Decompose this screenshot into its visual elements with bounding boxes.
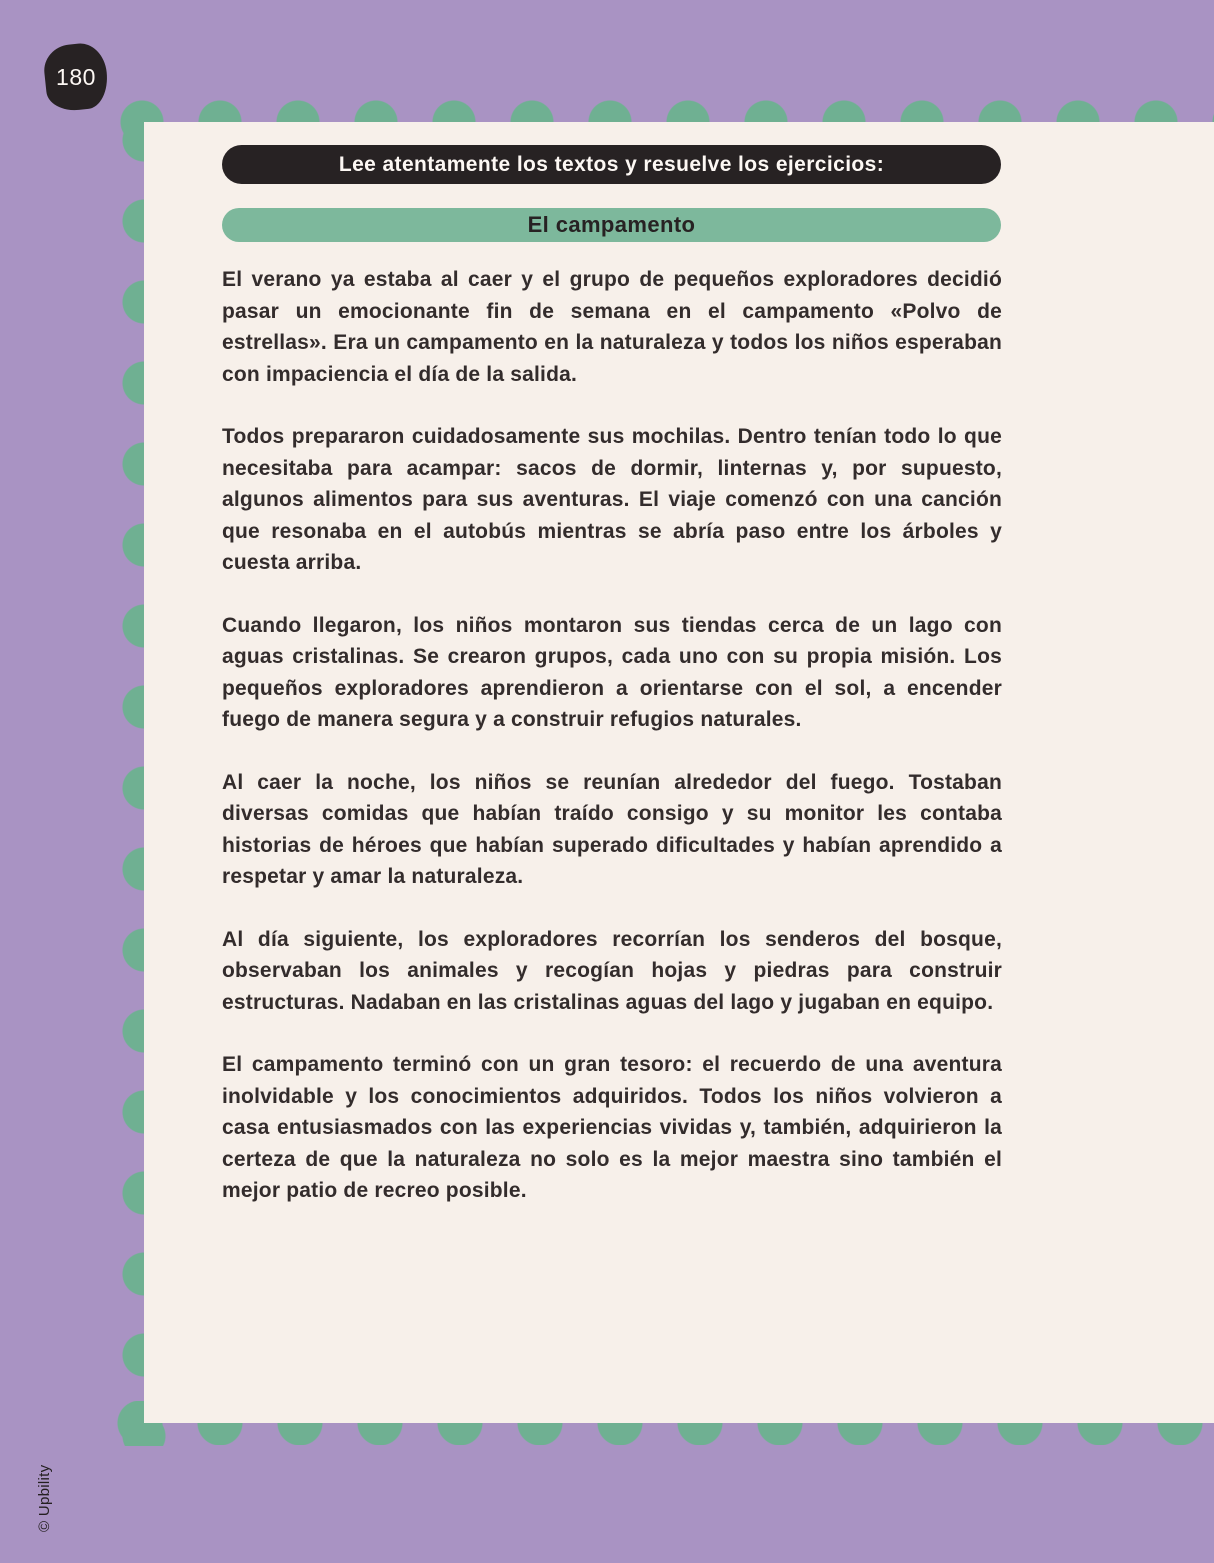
story-text bbox=[222, 264, 1002, 1207]
page-number: 180 bbox=[56, 63, 96, 90]
content-card bbox=[144, 122, 1214, 1423]
paragraph: El campamento terminó con un gran tesoro: el recuerdo de una aventura inolvidable y los conocimientos adquiridos. Todos los niños volvieron a casa entusiasmados con las experiencias vividas y, también, adquirieron la certeza de que la naturaleza no solo es la mejor maestra sino también el mejor patio de recreo posible. bbox=[222, 1053, 1002, 1202]
instruction-banner-label: Lee atentamente los textos y resuelve los ejercicios: bbox=[338, 152, 885, 176]
paragraph: El verano ya estaba al caer y el grupo de pequeños exploradores decidió pasar un emocionante fin de semana en el campamento «Polvo de estrellas». Era un campamento en la naturaleza y todos los niños esperaban con impaciencia el día de la salida. bbox=[222, 268, 1002, 386]
story-title-banner bbox=[222, 208, 1001, 242]
paragraph: Cuando llegaron, los niños montaron sus tiendas cerca de un lago con aguas cristalinas. Se crearon grupos, cada uno con su propia misión. Los pequeños exploradores aprendieron a orientarse con el sol, a encender fuego de manera segura y a construir refugios naturales. bbox=[222, 613, 1002, 731]
paragraph: Al caer la noche, los niños se reunían alrededor del fuego. Tostaban diversas comidas que habían traído consigo y su monitor les contaba historias de héroes que habían superado dificultades y habían aprendido a respetar y amar la naturaleza. bbox=[222, 770, 1002, 888]
paragraph: Al día siguiente, los exploradores recorrían los senderos del bosque, observaban los animales y recogían hojas y piedras para construir estructuras. Nadaban en las cristalinas aguas del lago y jugaban en equipo. bbox=[222, 927, 1002, 1014]
paragraph: Todos prepararon cuidadosamente sus mochilas. Dentro tenían todo lo que necesitaba para acampar: sacos de dormir, linternas y, por supuesto, algunos alimentos para sus aventuras. El viaje comenzó con una canción que resonaba en el autobús mientras se abría paso entre los árboles y cuesta arriba. bbox=[222, 425, 1002, 574]
content-area bbox=[222, 122, 1002, 1207]
page-number-badge bbox=[42, 41, 111, 113]
copyright-watermark: © Upbility bbox=[36, 1464, 53, 1532]
story-title-label: El campamento bbox=[527, 212, 696, 237]
instruction-banner bbox=[222, 145, 1001, 184]
